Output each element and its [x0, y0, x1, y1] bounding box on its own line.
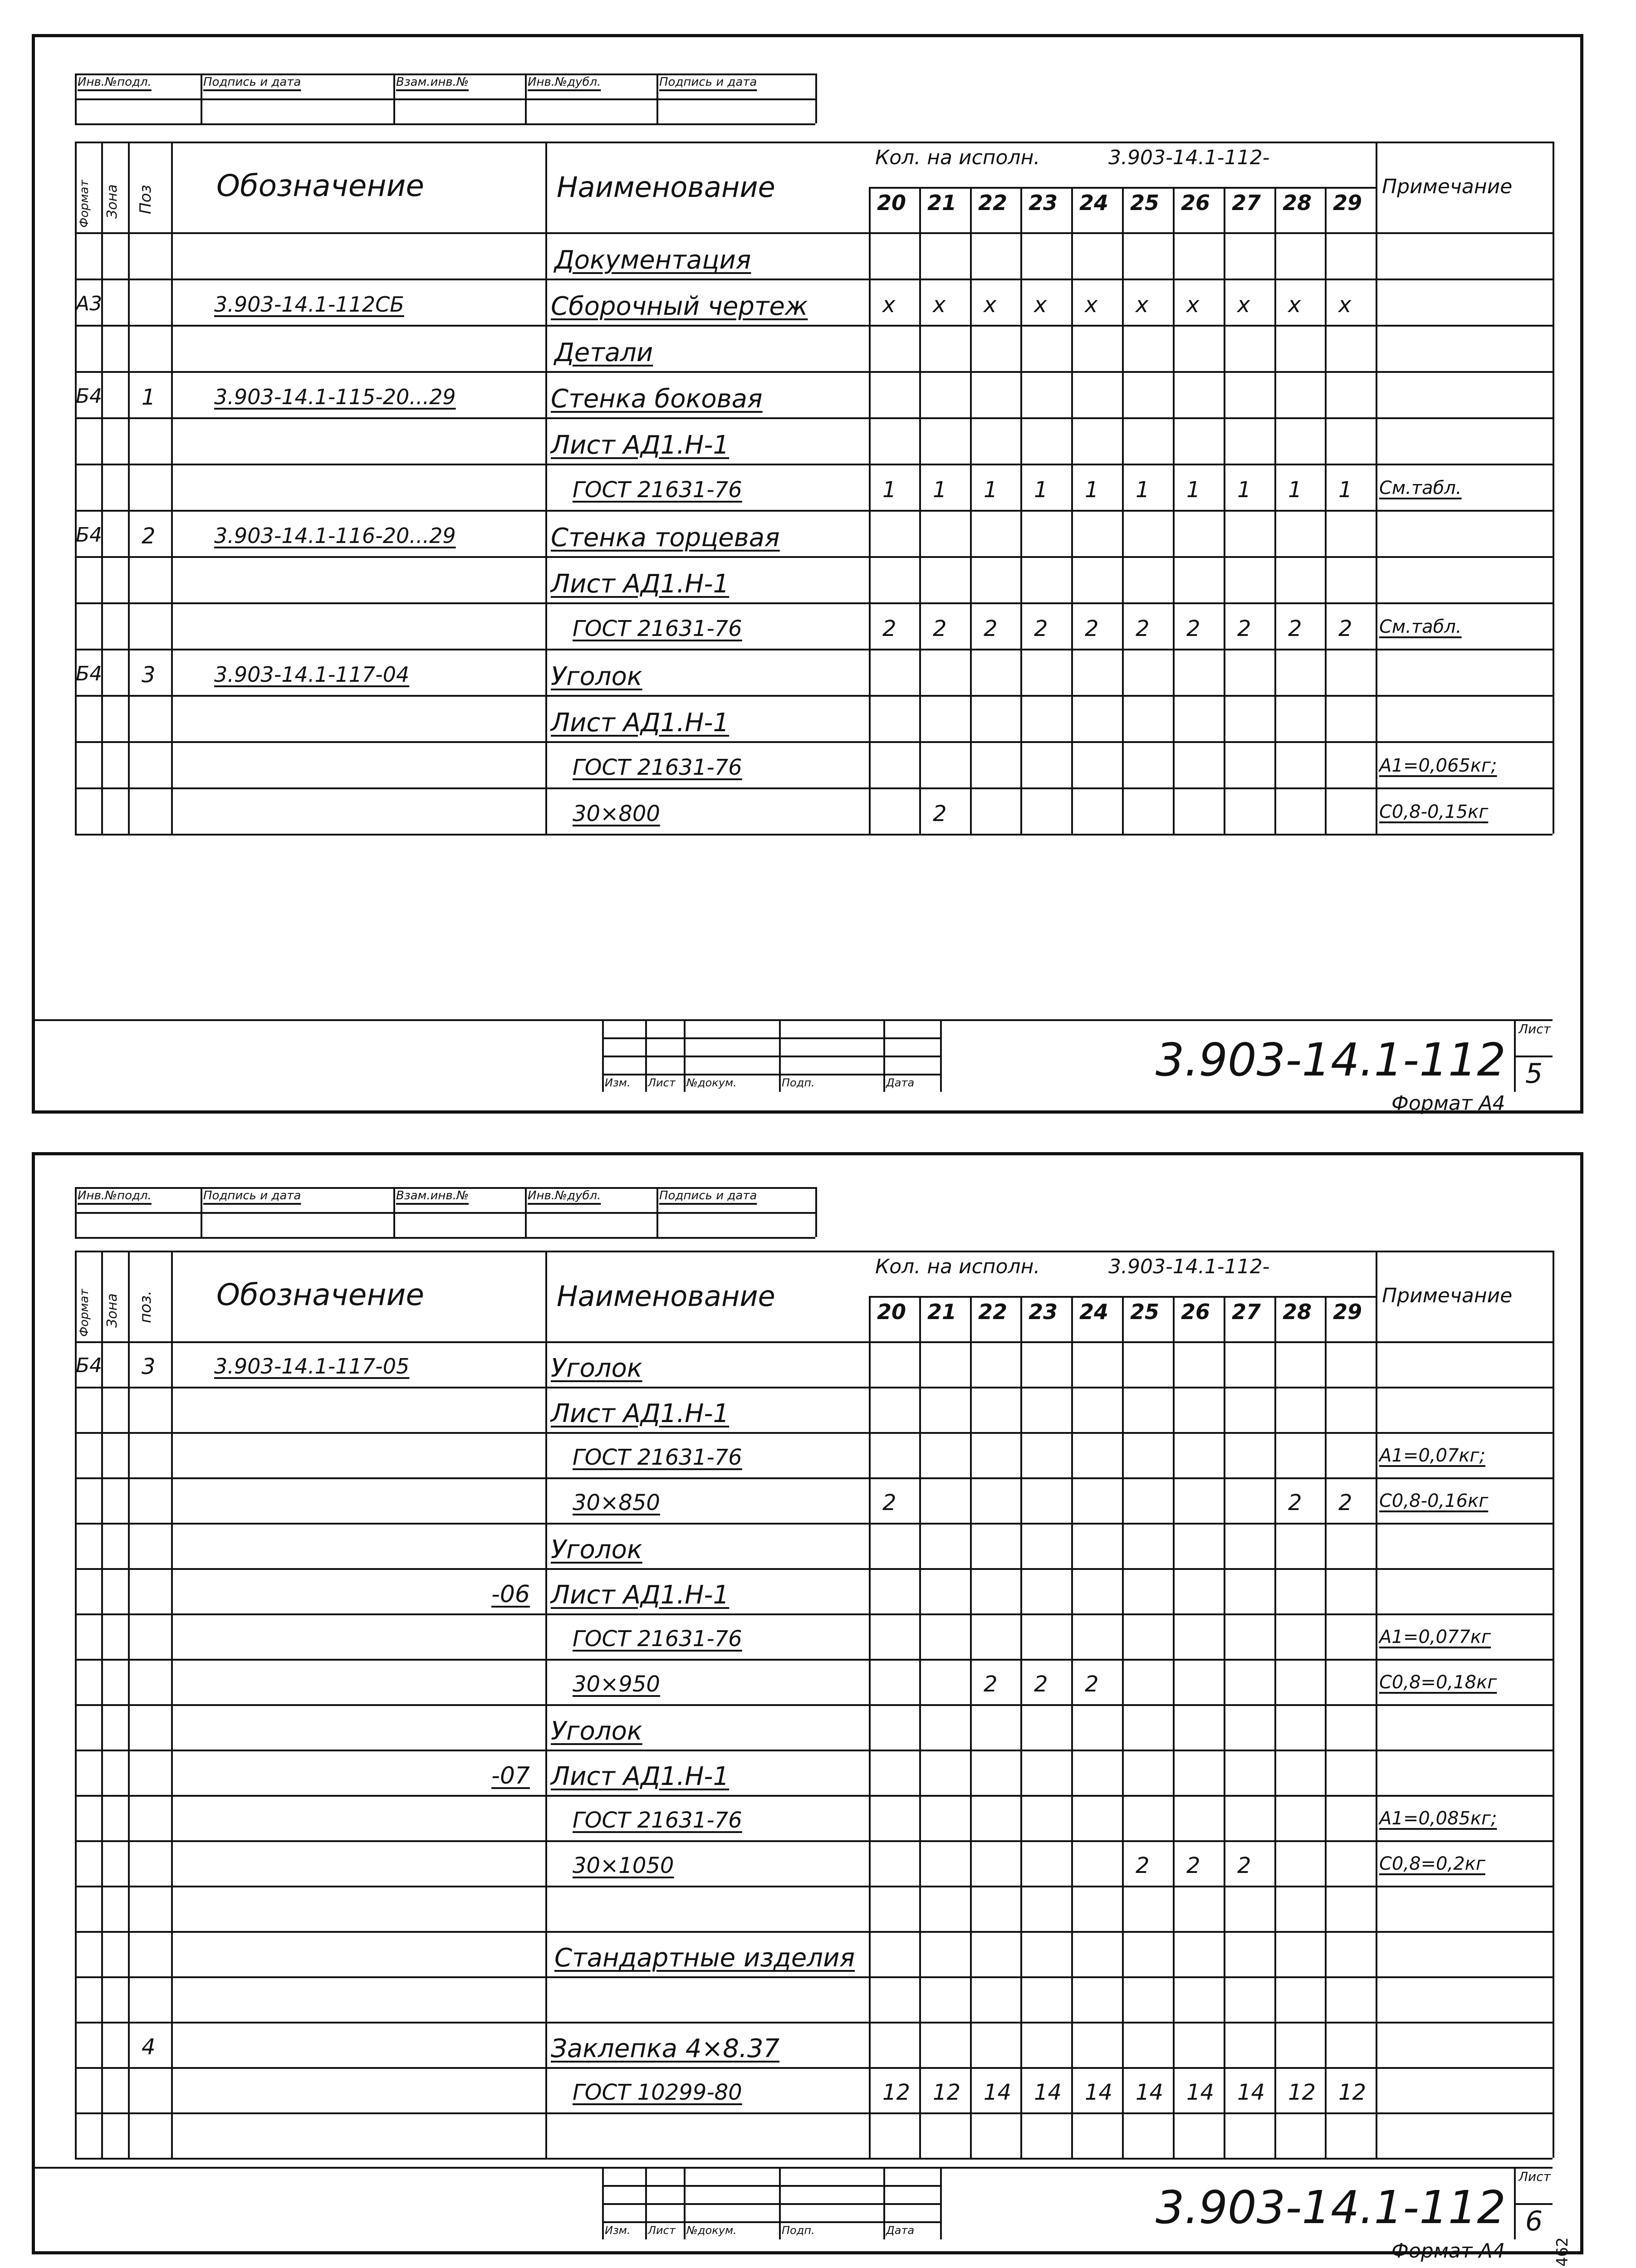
- rule: [602, 1019, 940, 1021]
- rule: [1274, 1296, 1276, 2158]
- stamp-label: Инв.№дубл.: [528, 1189, 601, 1202]
- rule: [128, 142, 130, 834]
- qty-header-label: Кол. на исполн.: [875, 1255, 1040, 1278]
- format-label: Формат А4: [1391, 1092, 1505, 1115]
- row-name: Уголок: [551, 1354, 642, 1383]
- rule: [101, 1251, 103, 2158]
- rule: [75, 741, 1553, 743]
- zone-header: Зона: [104, 1293, 120, 1328]
- row-qty: 2: [1237, 1853, 1251, 1878]
- row-qty: x: [1136, 292, 1149, 318]
- rule: [602, 2221, 940, 2223]
- rule: [75, 510, 1553, 512]
- edge-number: 462: [1553, 2237, 1572, 2267]
- pos-header: поз.: [137, 1290, 155, 1323]
- rule: [75, 142, 77, 834]
- rule: [970, 1296, 972, 2158]
- variant-header: 25: [1130, 1300, 1160, 1324]
- rule: [101, 142, 103, 834]
- rule: [645, 2167, 647, 2239]
- row-qty: 1: [1085, 477, 1099, 503]
- qty-header-label: Кол. на исполн.: [875, 146, 1040, 169]
- titleblock-col-label: Лист: [648, 2224, 676, 2237]
- rule: [940, 1019, 942, 1092]
- titleblock-col-label: №докум.: [686, 1076, 737, 1089]
- rule: [1020, 1296, 1022, 2158]
- qty-header-code: 3.903-14.1-112-: [1108, 146, 1270, 169]
- rule: [75, 371, 1553, 373]
- rule: [1274, 187, 1276, 834]
- rule: [75, 464, 1553, 465]
- rule: [75, 1976, 1553, 1978]
- row-qty: 2: [1186, 616, 1200, 641]
- rule: [545, 1251, 547, 2158]
- rule: [201, 1187, 202, 1237]
- stamp-label: Инв.№подл.: [78, 75, 152, 89]
- row-qty: x: [984, 292, 997, 318]
- row-qty: x: [1288, 292, 1301, 318]
- stamp-label: Инв.№дубл.: [528, 75, 601, 89]
- designation-header: Обозначение: [216, 1277, 424, 1312]
- rule: [602, 2185, 940, 2187]
- rule: [75, 602, 1553, 604]
- row-qty: 2: [1085, 1672, 1099, 1697]
- rule: [779, 2167, 781, 2239]
- row-format: Б4: [76, 662, 103, 685]
- row-format: А3: [76, 292, 103, 315]
- variant-header: 26: [1181, 1300, 1210, 1324]
- row-name: Стандартные изделия: [554, 1943, 855, 1973]
- rule: [75, 2067, 1553, 2069]
- spec-sheet-5: [32, 34, 1583, 1114]
- rule: [75, 1750, 1553, 1751]
- row-name: Лист АД1.Н-1: [551, 569, 730, 599]
- rule: [75, 1237, 815, 1239]
- rule: [1325, 1296, 1327, 2158]
- row-name: Лист АД1.Н-1: [551, 1762, 730, 1791]
- rule: [684, 2167, 686, 2239]
- row-qty: 14: [1186, 2080, 1215, 2105]
- row-note: С0,8-0,16кг: [1379, 1491, 1489, 1511]
- row-note: С0,8=0,2кг: [1379, 1853, 1485, 1874]
- row-name: ГОСТ 21631-76: [573, 1626, 742, 1652]
- variant-header: 29: [1333, 1300, 1362, 1324]
- row-pos: 3: [142, 1354, 156, 1379]
- row-qty: x: [933, 292, 946, 318]
- row-name: Лист АД1.Н-1: [551, 1580, 730, 1610]
- row-name: ГОСТ 21631-76: [573, 477, 742, 503]
- rule: [1173, 1296, 1175, 2158]
- row-qty: x: [1034, 292, 1047, 318]
- row-name: ГОСТ 21631-76: [573, 616, 742, 641]
- row-name: 30×950: [573, 1672, 660, 1697]
- row-designation: 3.903-14.1-115-20...29: [214, 385, 456, 409]
- variant-header: 21: [927, 1300, 957, 1324]
- row-qty: x: [1085, 292, 1098, 318]
- rule: [602, 2167, 940, 2169]
- row-note: См.табл.: [1379, 478, 1462, 499]
- stamp-label: Взам.инв.№: [396, 1189, 469, 1202]
- variant-header: 27: [1232, 191, 1261, 215]
- variant-header: 29: [1333, 191, 1362, 215]
- row-name: 30×800: [573, 801, 660, 826]
- row-qty: 2: [984, 616, 998, 641]
- row-pos: 1: [142, 385, 156, 410]
- rule: [602, 1056, 940, 1057]
- row-qty: 1: [882, 477, 896, 503]
- rule: [75, 1795, 1553, 1797]
- note-header: Примечание: [1382, 1284, 1513, 1307]
- rule: [75, 1432, 1553, 1434]
- row-qty: 12: [1338, 2080, 1367, 2105]
- row-qty: 14: [1034, 2080, 1062, 2105]
- row-name: Стенка боковая: [551, 384, 763, 414]
- format-header: Формат: [78, 180, 91, 228]
- row-pos: 4: [142, 2034, 156, 2060]
- rule: [75, 695, 1553, 697]
- variant-header: 20: [877, 1300, 906, 1324]
- row-qty: 2: [882, 1490, 896, 1515]
- titleblock-sheet-label: Лист: [1518, 1022, 1551, 1036]
- rule: [75, 2158, 1553, 2160]
- format-header: Формат: [78, 1289, 91, 1337]
- row-qty: 2: [1186, 1853, 1200, 1878]
- row-qty: 2: [1338, 1490, 1352, 1515]
- rule: [75, 417, 1553, 419]
- row-qty: 1: [1237, 477, 1251, 503]
- rule: [75, 2022, 1553, 2024]
- row-designation: 3.903-14.1-117-04: [214, 662, 410, 687]
- row-name: ГОСТ 21631-76: [573, 1808, 742, 1833]
- titleblock-col-label: №докум.: [686, 2224, 737, 2237]
- rule: [602, 1019, 604, 1092]
- row-pos: 2: [142, 523, 156, 549]
- rule: [525, 73, 527, 123]
- rule: [919, 187, 921, 834]
- rule: [75, 73, 77, 123]
- rule: [1122, 187, 1124, 834]
- rule: [75, 325, 1553, 327]
- row-qty: 2: [1136, 616, 1150, 641]
- row-name: Уголок: [551, 662, 642, 691]
- rule: [75, 232, 1553, 234]
- variant-header: 22: [978, 1300, 1008, 1324]
- row-format: Б4: [76, 1354, 103, 1377]
- titleblock-col-label: Дата: [886, 2224, 915, 2237]
- row-qty: 2: [1338, 616, 1352, 641]
- row-qty: 2: [1288, 1490, 1302, 1515]
- rule: [602, 1074, 940, 1075]
- spec-sheet-6: [32, 1152, 1583, 2267]
- row-qty: 2: [1034, 1672, 1048, 1697]
- rule: [75, 98, 815, 100]
- rule: [940, 2167, 942, 2239]
- row-qty: 1: [984, 477, 998, 503]
- rule: [75, 1613, 1553, 1615]
- rule: [545, 142, 547, 834]
- rule: [1376, 187, 1377, 834]
- rule: [525, 1187, 527, 1237]
- rule: [602, 1037, 940, 1039]
- titleblock-doc-number: 3.903-14.1-112: [1156, 2181, 1506, 2234]
- note-header: Примечание: [1382, 175, 1513, 198]
- rule: [171, 142, 173, 834]
- row-name: Уголок: [551, 1535, 642, 1564]
- row-qty: 2: [1136, 1853, 1150, 1878]
- format-label: Формат А4: [1391, 2239, 1505, 2263]
- row-note: С0,8-0,15кг: [1379, 802, 1489, 822]
- variant-header: 28: [1283, 191, 1312, 215]
- row-designation: 3.903-14.1-117-05: [214, 1354, 410, 1378]
- row-note: См.табл.: [1379, 616, 1462, 637]
- rule: [779, 1019, 781, 1092]
- row-name: Лист АД1.Н-1: [551, 708, 730, 738]
- row-qty: 2: [1085, 616, 1099, 641]
- rule: [75, 1251, 77, 2158]
- rule: [656, 73, 658, 123]
- row-qty: x: [1338, 292, 1352, 318]
- rule: [1553, 142, 1554, 834]
- rule: [75, 1840, 1553, 1842]
- variant-header: 23: [1029, 1300, 1058, 1324]
- rule: [1376, 1296, 1377, 2158]
- row-designation: -07: [491, 1762, 530, 1789]
- name-header: Наименование: [557, 171, 775, 204]
- row-qty: 12: [933, 2080, 961, 2105]
- rule: [1122, 1296, 1124, 2158]
- rule: [75, 834, 1553, 836]
- row-designation: 3.903-14.1-116-20...29: [214, 523, 456, 548]
- stamp-label: Подпись и дата: [659, 1189, 757, 1202]
- row-qty: 1: [1338, 477, 1352, 503]
- rule: [1224, 187, 1225, 834]
- variant-header: 28: [1283, 1300, 1312, 1324]
- stamp-label: Подпись и дата: [203, 75, 301, 89]
- rule: [75, 1477, 1553, 1479]
- variant-header: 23: [1029, 191, 1058, 215]
- rule: [1553, 1251, 1554, 2158]
- rule: [75, 1931, 1553, 1933]
- rule: [75, 279, 1553, 280]
- row-qty: 2: [933, 801, 947, 826]
- rule: [602, 2203, 940, 2205]
- row-note: С0,8=0,18кг: [1379, 1672, 1497, 1693]
- titleblock-sheet-label: Лист: [1518, 2169, 1551, 2184]
- name-header: Наименование: [557, 1280, 775, 1313]
- row-qty: 2: [1237, 616, 1251, 641]
- variant-header: 27: [1232, 1300, 1261, 1324]
- row-name: ГОСТ 10299-80: [573, 2080, 742, 2105]
- row-qty: 1: [1136, 477, 1150, 503]
- stamp-label: Взам.инв.№: [396, 75, 469, 89]
- rule: [815, 1187, 817, 1237]
- variant-header: 20: [877, 191, 906, 215]
- row-note: А1=0,065кг;: [1379, 755, 1497, 776]
- row-qty: 2: [933, 616, 947, 641]
- rule: [1514, 2203, 1553, 2205]
- row-name: Стенка торцевая: [551, 523, 780, 552]
- rule: [919, 1296, 921, 2158]
- row-designation: -06: [491, 1581, 530, 1608]
- titleblock-sheet-no: 5: [1525, 1058, 1543, 1090]
- rule: [75, 142, 1553, 143]
- stamp-label: Подпись и дата: [659, 75, 757, 89]
- rule: [75, 1387, 1553, 1388]
- rule: [75, 2112, 1553, 2114]
- rule: [75, 1659, 1553, 1661]
- rule: [1514, 1056, 1553, 1057]
- rule: [75, 1187, 77, 1237]
- rule: [1071, 1296, 1073, 2158]
- rule: [75, 787, 1553, 789]
- row-qty: x: [882, 292, 896, 318]
- row-qty: 14: [1237, 2080, 1265, 2105]
- rule: [201, 73, 202, 123]
- variant-header: 26: [1181, 191, 1210, 215]
- rule: [171, 1251, 173, 2158]
- rule: [1325, 187, 1327, 834]
- pos-header: Поз: [137, 185, 155, 214]
- row-qty: 1: [933, 477, 947, 503]
- rule: [75, 1568, 1553, 1570]
- row-name: Сборочный чертеж: [551, 292, 808, 321]
- row-qty: 1: [1288, 477, 1302, 503]
- stamp-label: Подпись и дата: [203, 1189, 301, 1202]
- qty-header-code: 3.903-14.1-112-: [1108, 1255, 1270, 1278]
- row-qty: 1: [1186, 477, 1200, 503]
- rule: [75, 556, 1553, 558]
- variant-header: 24: [1079, 191, 1109, 215]
- row-qty: 2: [1288, 616, 1302, 641]
- rule: [393, 1187, 395, 1237]
- row-note: А1=0,077кг: [1379, 1627, 1491, 1647]
- rule: [815, 73, 817, 123]
- rule: [128, 1251, 130, 2158]
- row-qty: 1: [1034, 477, 1048, 503]
- rule: [869, 187, 871, 834]
- row-format: Б4: [76, 523, 103, 547]
- rule: [75, 1704, 1553, 1706]
- rule: [75, 1523, 1553, 1525]
- rule: [1020, 187, 1022, 834]
- row-name: ГОСТ 21631-76: [573, 1445, 742, 1470]
- row-qty: 2: [1034, 616, 1048, 641]
- row-qty: 14: [1085, 2080, 1113, 2105]
- titleblock-col-label: Подп.: [782, 2224, 815, 2237]
- rule: [602, 2167, 604, 2239]
- rule: [869, 1296, 871, 2158]
- titleblock-col-label: Изм.: [605, 2224, 631, 2237]
- row-qty: 2: [984, 1672, 998, 1697]
- row-name: Лист АД1.Н-1: [551, 1399, 730, 1428]
- row-note: А1=0,085кг;: [1379, 1808, 1497, 1829]
- rule: [75, 1212, 815, 1214]
- rule: [645, 1019, 647, 1092]
- row-designation: 3.903-14.1-112СБ: [214, 292, 404, 317]
- rule: [1071, 187, 1073, 834]
- rule: [883, 2167, 885, 2239]
- row-name: 30×850: [573, 1490, 660, 1515]
- variant-header: 24: [1079, 1300, 1109, 1324]
- rule: [970, 187, 972, 834]
- variant-header: 21: [927, 191, 957, 215]
- row-qty: 12: [1288, 2080, 1316, 2105]
- stamp-label: Инв.№подл.: [78, 1189, 152, 1202]
- rule: [883, 1019, 885, 1092]
- rule: [75, 1341, 1553, 1343]
- row-name: Документация: [554, 245, 751, 275]
- zone-header: Зона: [104, 184, 120, 219]
- variant-header: 25: [1130, 191, 1160, 215]
- rule: [75, 123, 815, 125]
- row-name: Лист АД1.Н-1: [551, 430, 730, 460]
- titleblock-col-label: Подп.: [782, 1076, 815, 1089]
- rule: [393, 73, 395, 123]
- rule: [1173, 187, 1175, 834]
- row-pos: 3: [142, 662, 156, 688]
- rule: [75, 1886, 1553, 1887]
- titleblock-sheet-no: 6: [1525, 2205, 1543, 2237]
- row-note: А1=0,07кг;: [1379, 1445, 1486, 1466]
- rule: [656, 1187, 658, 1237]
- row-name: ГОСТ 21631-76: [573, 755, 742, 780]
- rule: [1224, 1296, 1225, 2158]
- row-qty: x: [1237, 292, 1250, 318]
- row-qty: x: [1186, 292, 1200, 318]
- titleblock-col-label: Изм.: [605, 1076, 631, 1089]
- row-qty: 14: [984, 2080, 1012, 2105]
- titleblock-doc-number: 3.903-14.1-112: [1156, 1033, 1506, 1086]
- titleblock-col-label: Лист: [648, 1076, 676, 1089]
- row-name: Детали: [554, 338, 653, 367]
- titleblock-col-label: Дата: [886, 1076, 915, 1089]
- rule: [75, 1251, 1553, 1252]
- rule: [684, 1019, 686, 1092]
- rule: [75, 649, 1553, 650]
- designation-header: Обозначение: [216, 168, 424, 203]
- row-format: Б4: [76, 385, 103, 408]
- row-name: 30×1050: [573, 1853, 674, 1878]
- variant-header: 22: [978, 191, 1008, 215]
- row-qty: 12: [882, 2080, 911, 2105]
- row-qty: 14: [1136, 2080, 1164, 2105]
- row-name: Уголок: [551, 1716, 642, 1746]
- row-qty: 2: [882, 616, 896, 641]
- row-name: Заклепка 4×8.37: [551, 2034, 780, 2063]
